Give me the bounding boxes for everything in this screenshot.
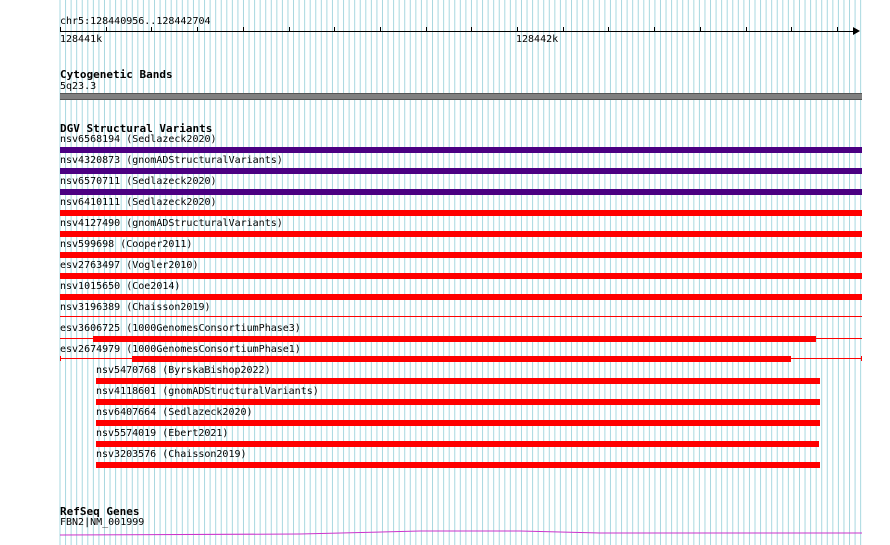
refseq-track-title[interactable]: RefSeq Genes — [60, 505, 140, 518]
cytoband-bar[interactable] — [60, 93, 862, 100]
dgv-variant-bar[interactable] — [60, 294, 862, 300]
dgv-variant-label[interactable]: nsv6407664 (Sedlazeck2020) — [96, 407, 253, 418]
ruler-tick — [563, 27, 564, 32]
refseq-gene-model[interactable] — [0, 525, 890, 540]
ruler-axis — [60, 31, 858, 32]
dgv-variant-label[interactable]: nsv5574019 (Ebert2021) — [96, 428, 229, 439]
ruler-tick — [654, 27, 655, 32]
dgv-variant-bar[interactable] — [93, 336, 816, 342]
dgv-variant-label[interactable]: esv2674979 (1000GenomesConsortiumPhase1) — [60, 344, 301, 355]
ruler-tick — [60, 27, 61, 32]
ruler-tick — [700, 27, 701, 32]
ruler-arrow-icon — [853, 27, 860, 35]
dgv-variant-bar[interactable] — [96, 441, 819, 447]
ruler-tick — [151, 27, 152, 32]
ruler-tick — [334, 27, 335, 32]
ruler-tick — [791, 27, 792, 32]
cytoband-label: 5q23.3 — [60, 81, 97, 92]
dgv-variant-bar[interactable] — [60, 252, 862, 258]
dgv-variant-bar[interactable] — [60, 210, 862, 216]
dgv-variant-label[interactable]: esv3606725 (1000GenomesConsortiumPhase3) — [60, 323, 301, 334]
dgv-variant-bar[interactable] — [60, 168, 862, 174]
dgv-variant-label[interactable]: nsv3203576 (Chaisson2019) — [96, 449, 247, 460]
ruler-mid-label: 128442k — [516, 34, 559, 45]
dgv-variant-bar[interactable] — [132, 356, 791, 362]
dgv-variant-bar[interactable] — [60, 231, 862, 237]
dgv-variant-bar[interactable] — [60, 273, 862, 279]
ruler-tick — [197, 27, 198, 32]
dgv-variant-label[interactable]: nsv6570711 (Sedlazeck2020) — [60, 176, 217, 187]
dgv-variant-label[interactable]: nsv4127490 (gnomADStructuralVariants) — [60, 218, 283, 229]
dgv-variant-label[interactable]: esv2763497 (Vogler2010) — [60, 260, 199, 271]
dgv-variant-bar[interactable] — [96, 420, 820, 426]
dgv-variant-end-cap — [861, 356, 862, 361]
ruler-tick — [608, 27, 609, 32]
dgv-variant-label[interactable]: nsv6568194 (Sedlazeck2020) — [60, 134, 217, 145]
dgv-variant-bar[interactable] — [60, 316, 862, 317]
dgv-variant-bar[interactable] — [60, 189, 862, 195]
dgv-variant-label[interactable]: nsv599698 (Cooper2011) — [60, 239, 193, 250]
ruler-tick — [380, 27, 381, 32]
dgv-variant-bar[interactable] — [96, 378, 820, 384]
dgv-variant-bar[interactable] — [96, 399, 820, 405]
dgv-variant-label[interactable]: nsv5470768 (ByrskaBishop2022) — [96, 365, 271, 376]
ruler-tick — [471, 27, 472, 32]
ruler-tick — [426, 27, 427, 32]
ruler-tick — [289, 27, 290, 32]
gene-line — [60, 531, 862, 535]
range-label: chr5:128440956..128442704 — [60, 16, 211, 27]
dgv-variant-end-cap — [60, 356, 61, 361]
dgv-track-title[interactable]: DGV Structural Variants — [60, 122, 213, 135]
dgv-variant-label[interactable]: nsv1015650 (Coe2014) — [60, 281, 181, 292]
ruler-tick — [746, 27, 747, 32]
ruler-tick — [106, 27, 107, 32]
dgv-variant-label[interactable]: nsv4320873 (gnomADStructuralVariants) — [60, 155, 283, 166]
dgv-variant-bar[interactable] — [60, 147, 862, 153]
ruler-left-label: 128441k — [60, 34, 103, 45]
ruler-tick — [837, 27, 838, 32]
ruler-tick — [517, 27, 518, 32]
ruler-tick — [243, 27, 244, 32]
refseq-gene-label[interactable]: FBN2|NM_001999 — [60, 517, 145, 528]
dgv-variant-bar[interactable] — [96, 462, 820, 468]
dgv-variant-label[interactable]: nsv6410111 (Sedlazeck2020) — [60, 197, 217, 208]
cytoband-track-title[interactable]: Cytogenetic Bands — [60, 68, 173, 81]
dgv-variant-label[interactable]: nsv3196389 (Chaisson2019) — [60, 302, 211, 313]
dgv-variant-label[interactable]: nsv4118601 (gnomADStructuralVariants) — [96, 386, 319, 397]
